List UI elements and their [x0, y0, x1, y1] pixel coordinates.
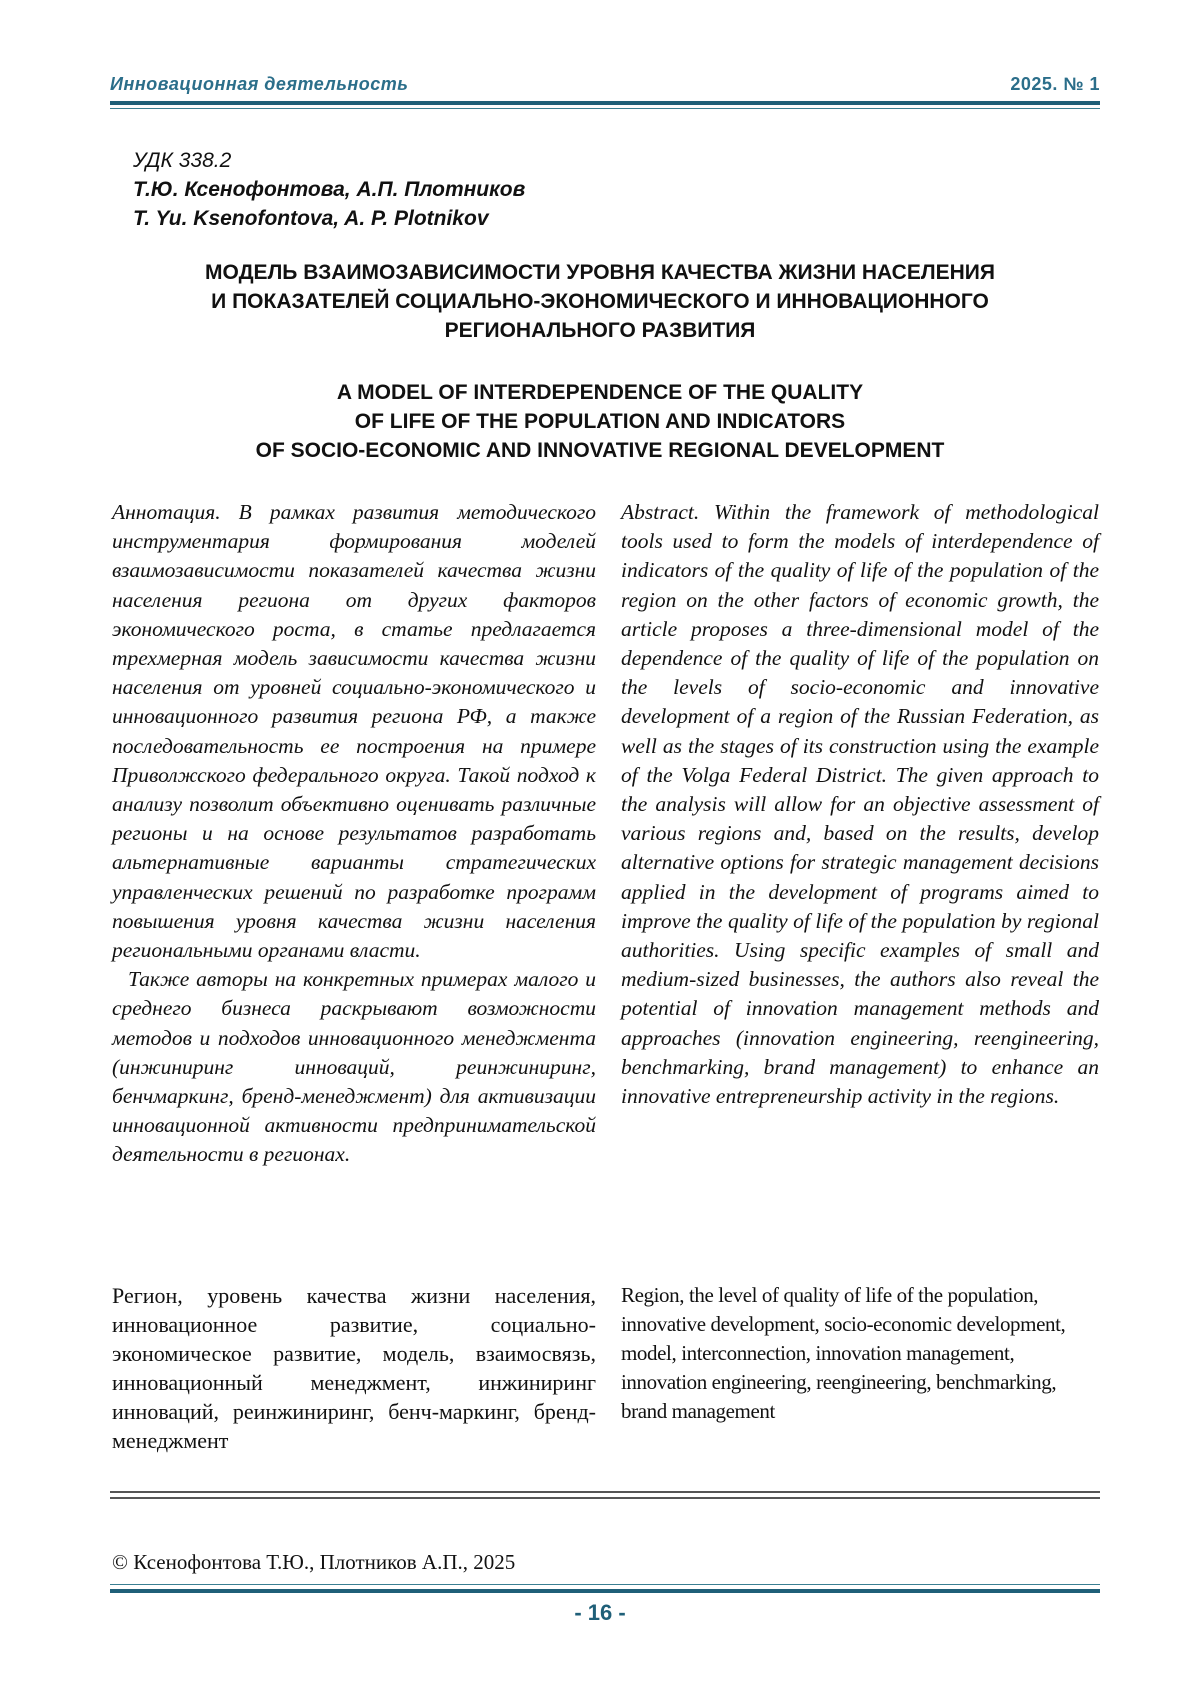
udc-code: УДК 338.2	[133, 149, 232, 172]
title-en	[130, 378, 1070, 465]
title-ru-line: РЕГИОНАЛЬНОГО РАЗВИТИЯ	[444, 319, 756, 342]
title-ru-line: МОДЕЛЬ ВЗАИМОЗАВИСИМОСТИ УРОВНЯ КАЧЕСТВА ЖИЗНИ НАСЕЛЕНИЯ	[205, 261, 995, 284]
title-en-line: A MODEL OF INTERDEPENDENCE OF THE QUALITY	[336, 381, 864, 404]
running-header	[110, 70, 1100, 100]
title-ru-line: И ПОКАЗАТЕЛЕЙ СОЦИАЛЬНО-ЭКОНОМИЧЕСКОГО И ИННОВАЦИОННОГО	[211, 290, 989, 313]
issue-number: 2025. № 1	[1010, 74, 1100, 94]
keywords-ru-text: Регион, уровень качества жизни населения, инновационное развитие, социально-экономическое развитие, модель, взаимосвязь, инновационный менеджмент, инжиниринг инноваций, реинжиниринг, бенч-маркинг, бренд-менеджмент	[112, 1283, 596, 1453]
footer-rule-thick	[110, 1589, 1100, 1593]
journal-name: Инновационная деятельность	[110, 74, 409, 94]
authors-en: T. Yu. Ksenofontova, A. P. Plotnikov	[133, 207, 489, 230]
title-en-line: OF LIFE OF THE POPULATION AND INDICATORS	[354, 410, 846, 433]
title-en-line: OF SOCIO-ECONOMIC AND INNOVATIVE REGIONAL DEVELOPMENT	[255, 439, 945, 462]
separator-rule-top	[110, 1491, 1100, 1493]
title-ru	[130, 258, 1070, 345]
page-number: - 16 -	[574, 1600, 626, 1625]
separator-rule-bottom	[110, 1497, 1100, 1499]
header-rule-thin	[110, 108, 1100, 109]
abstract-en-p1: Abstract. Within the framework of methodological tools used to form the models of interdependence of indicators of the quality of life of the population of the region on the other factors of economic growth, the article proposes a three-dimensional model of the dependence of the quality of life of the population on the levels of socio-economic and innovative development of a region of the Russian Federation, as well as the stages of its construction using the example of the Volga Federal District. The given approach to the analysis will allow for an objective assessment of various regions and, based on the results, develop alternative options for strategic management decisions applied in the development of programs aimed to improve the quality of life of the population by regional authorities. Using specific examples of small and medium-sized businesses, the authors also reveal the potential of innovation management methods and approaches (innovation engineering, reengineering, benchmarking, brand management) to enhance an innovative entrepreneurship activity in the regions.	[621, 500, 1099, 1109]
abstract-en	[621, 498, 1099, 1111]
keywords-ru	[112, 1281, 596, 1455]
header-rule-thick	[110, 101, 1100, 105]
authors-ru: Т.Ю. Ксенофонтова, А.П. Плотников	[133, 178, 526, 201]
abstract-ru-p1: Аннотация. В рамках развития методического инструментария формирования моделей взаимозависимости показателей качества жизни населения региона от других факторов экономического роста, в статье предлагается трехмерная модель зависимости качества жизни населения от уровней социально-экономического и инновационного развития региона РФ, а также последовательность ее построения на примере Приволжского федерального округа. Такой подход к анализу позволит объективно оценивать различные регионы и на основе результатов разработать альтернативные варианты стратегических управленческих решений по разработке программ повышения уровня качества жизни населения региональными органами власти.	[112, 500, 596, 963]
copyright: © Ксенофонтова Т.Ю., Плотников А.П., 2025	[112, 1550, 516, 1574]
keywords-en	[621, 1281, 1099, 1426]
article-meta	[133, 146, 525, 233]
abstract-ru	[112, 498, 596, 1170]
footer-rule-thin	[110, 1584, 1100, 1585]
keywords-en-text: Region, the level of quality of life of the population, innovative development, socio-economic development, model, interconnection, innovation management, innovation engineering, reengineering, benchmarking, brand management	[621, 1283, 1066, 1423]
abstract-ru-p2: Также авторы на конкретных примерах малого и среднего бизнеса раскрывают возможности методов и подходов инновационного менеджмента (инжиниринг инноваций, реинжиниринг, бенчмаркинг, бренд-менеджмент) для активизации инновационной активности предпринимательской деятельности в регионах.	[112, 967, 596, 1167]
